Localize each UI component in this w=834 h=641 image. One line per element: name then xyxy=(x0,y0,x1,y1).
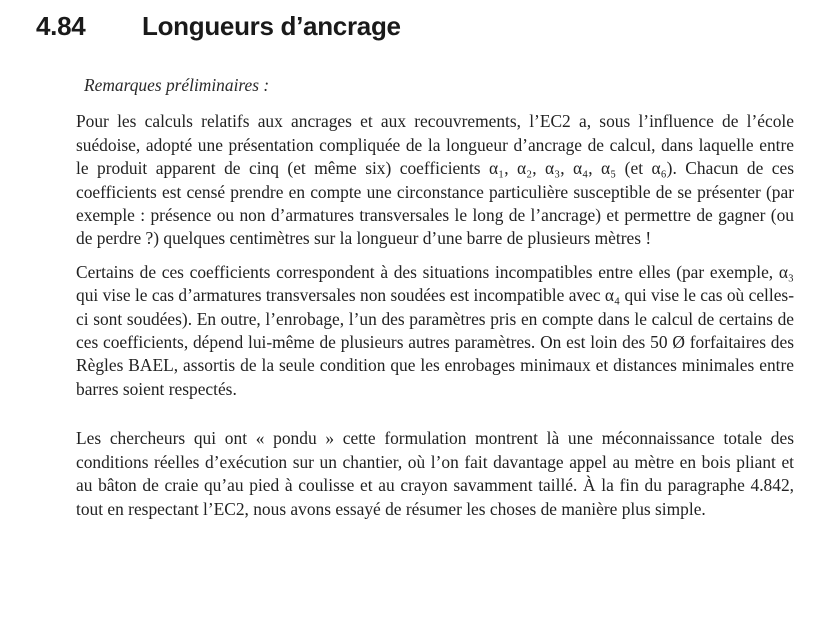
section-title: Longueurs d’ancrage xyxy=(142,10,401,41)
body-text xyxy=(76,74,794,521)
section-number: 4.84 xyxy=(36,10,86,41)
paragraph-2: Certains de ces coefficients correspondent à des situations incompatibles entre elles (par exemple, α₃ qui vise le cas d’armatures transversales non soudées est incompatible avec α₄ qui vise le cas où celles-ci sont soudées). En outre, l’enrobage, l’un des paramètres pris en compte dans le calcul de certains de ces coefficients, dépend lui-même de plusieurs autres paramètres. On est loin des 50 Ø forfaitaires des Règles BAEL, assortis de la seule condition que les enrobages minimaux et distances minimales entre barres soient respectés. xyxy=(76,261,794,399)
preliminary-remarks-heading: Remarques préliminaires : xyxy=(84,75,270,95)
paragraph-1: Pour les calculs relatifs aux ancrages et aux recouvrements, l’EC2 a, sous l’influence de l’école suédoise, adopté une présentation compliquée de la longueur d’ancrage de calcul, dans laquelle entre le produit apparent de cinq (et même six) coefficients α₁, α₂, α₃, α₄, α₅ (et α₆). Chacun de ces coefficients est censé prendre en compte une circonstance particulière susceptible de se présenter (par exemple : présence ou non d’armatures transversales le long de l’ancrage) et permettre de gagner (ou de perdre ?) quelques centimètres sur la longueur d’une barre de plusieurs mètres ! xyxy=(76,111,794,249)
paragraph-3: Les chercheurs qui ont « pondu » cette formulation montrent là une méconnaissance totale des conditions réelles d’exécution sur un chantier, où l’on fait davantage appel au mètre en bois pliant et au bâton de craie qu’au pied à coulisse et au crayon savamment taillé. À la fin du paragraphe 4.842, tout en respectant l’EC2, nous avons essayé de résumer les choses de manière plus simple. xyxy=(76,428,794,519)
section-header xyxy=(36,6,401,46)
